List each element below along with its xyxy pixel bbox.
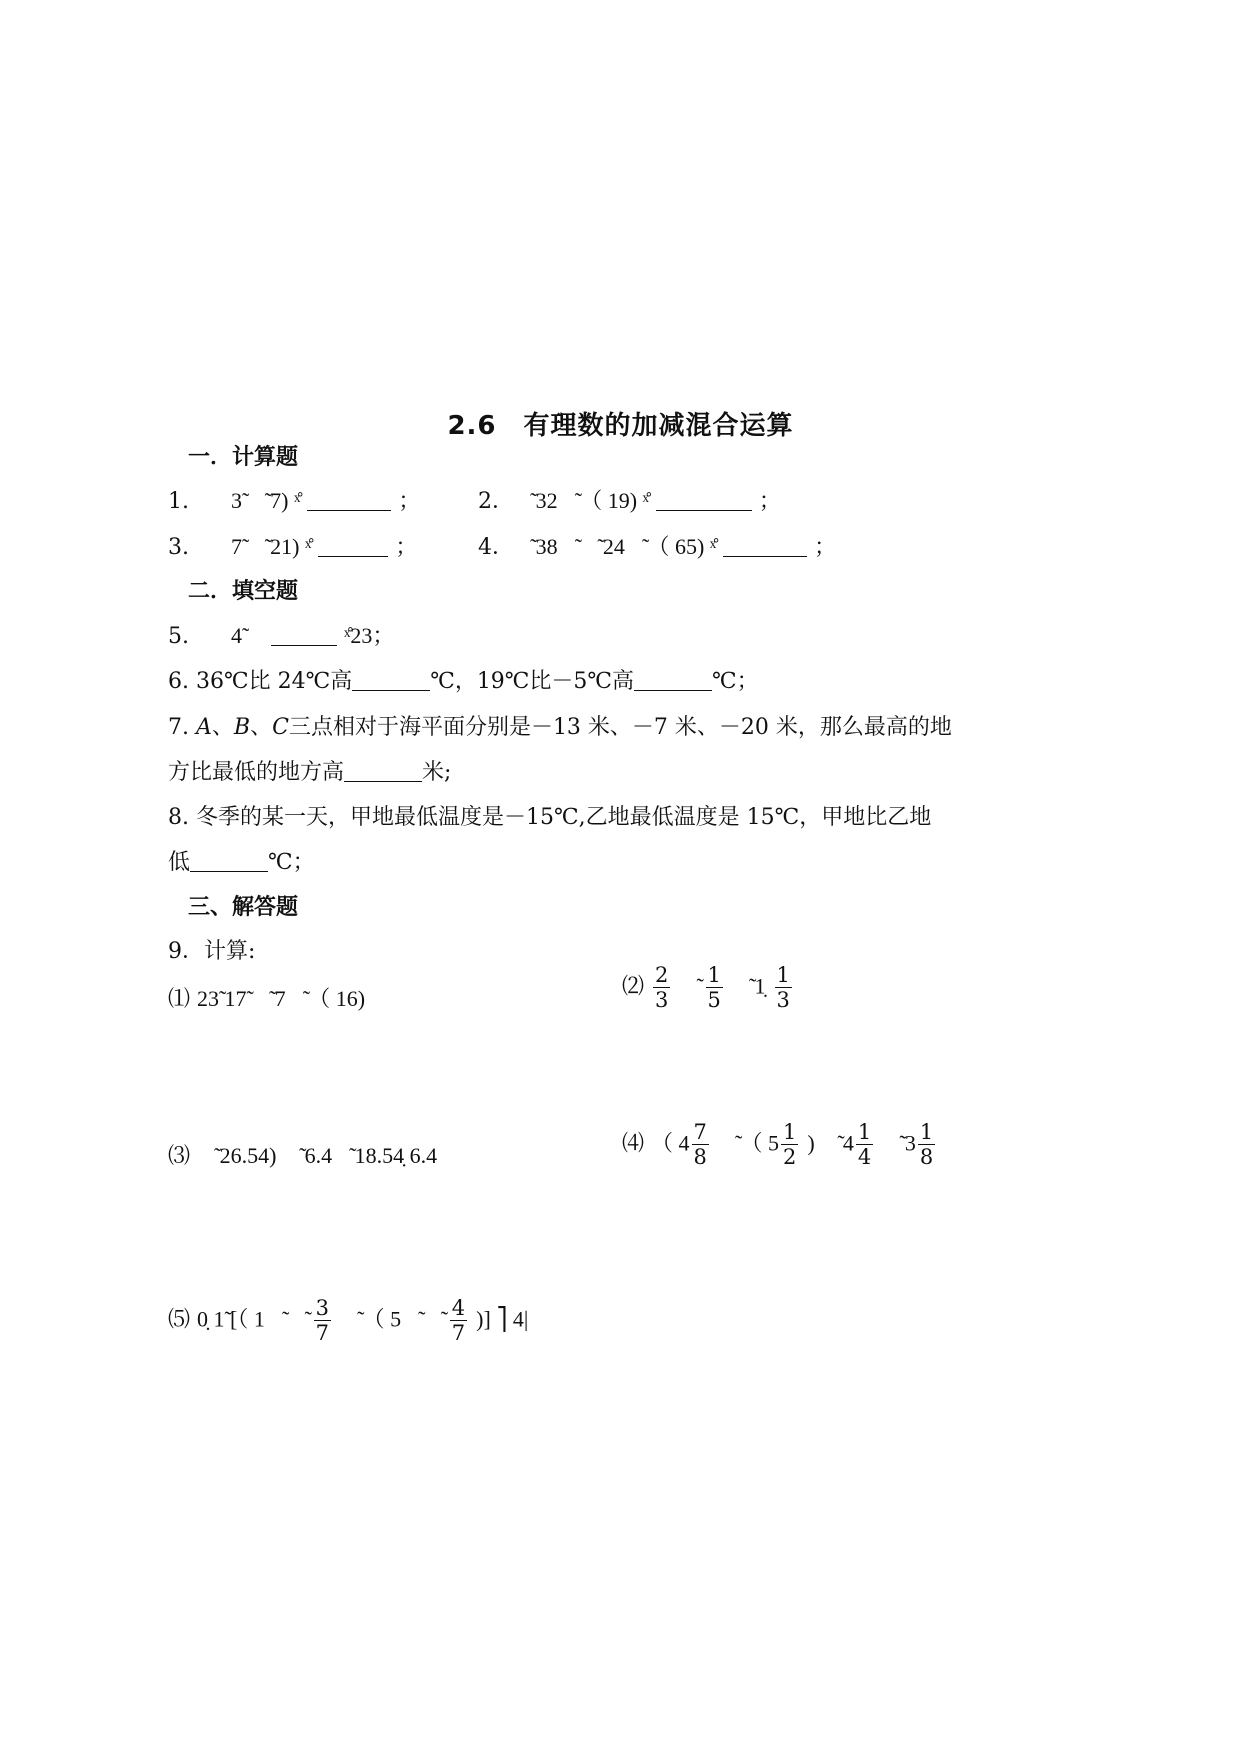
punctuation: ； xyxy=(395,535,418,560)
answer-blank[interactable] xyxy=(656,490,752,511)
expression: （̃ 32）̃ （ 19) ˣ̊ xyxy=(513,488,649,513)
fraction: $\frac{3}{7}$ xyxy=(315,1296,329,1345)
punctuation: ； xyxy=(398,489,421,514)
fraction: $\frac{1}{4}$ xyxy=(857,1120,872,1169)
expression-end: ˣ̊23； xyxy=(344,623,395,648)
punctuation: ； xyxy=(758,489,781,514)
expression: 23̃ 17̃ （̃ 7）̃ （ 16) xyxy=(197,986,366,1011)
question-1 xyxy=(168,484,420,515)
question-7-line-2 xyxy=(168,755,451,786)
question-number: 2． xyxy=(478,489,514,514)
question-text: 米; xyxy=(422,760,452,785)
question-number: 3. xyxy=(168,535,189,560)
expression-part: ）̃ 1̣ xyxy=(731,973,766,999)
question-3 xyxy=(168,530,417,561)
question-number: 4． xyxy=(478,535,514,560)
part-label: ⑸ xyxy=(168,1307,191,1333)
fraction: $\frac{4}{7}$ xyxy=(451,1296,466,1345)
expression: 7̃ （̃ 21) ˣ̊ xyxy=(231,534,312,559)
expression-part: ）̃ （ 5）̃ （̃ xyxy=(339,1306,441,1332)
question-7-line-1: 7. A、B、C三点相对于海平面分别是－13 米、－7 米、－20 米，那么最高的地 xyxy=(168,715,952,740)
question-number: 1. xyxy=(168,489,189,514)
question-5 xyxy=(168,619,394,650)
expression: 3̃ （̃ 7) ˣ̊ xyxy=(231,488,301,513)
point-label: C xyxy=(272,715,289,740)
section-heading-solve: 三、解答题 xyxy=(188,895,299,920)
question-2 xyxy=(478,484,781,515)
fraction: $\frac{1}{3}$ xyxy=(776,963,790,1012)
expression-part: )] ⎤ 4| xyxy=(476,1306,529,1332)
question-number: 5. xyxy=(168,624,189,649)
point-label: B xyxy=(233,715,251,740)
question-8-line-1 xyxy=(168,800,931,831)
question-8-line-2 xyxy=(168,845,315,876)
question-9-part-5 xyxy=(168,1296,528,1345)
part-label: ⑷ xyxy=(622,1131,645,1157)
expression-part: （ 4 xyxy=(651,1130,690,1156)
fraction: $\frac{2}{3}$ xyxy=(655,963,669,1012)
question-6 xyxy=(168,664,759,695)
expression-part: 0̣ 1̃ [（ 1）̃ （̃ xyxy=(197,1306,305,1332)
part-label: ⑶ xyxy=(168,1144,191,1169)
punctuation: ； xyxy=(814,535,837,560)
question-text: ℃； xyxy=(712,669,759,694)
question-text: 三点相对于海平面分别是－13 米、－7 米、－20 米，那么最高的地 xyxy=(288,715,952,740)
question-text: ℃； xyxy=(268,850,315,875)
expression: （̃ 38）̃ （̃ 24）̃ （ 65) ˣ̊ xyxy=(513,534,717,559)
fraction: $\frac{7}{8}$ xyxy=(693,1120,707,1169)
question-number: 8. xyxy=(168,805,189,830)
question-text: 36℃比 24℃高 xyxy=(196,669,353,694)
question-4 xyxy=(478,530,836,561)
expression-part: （̃ xyxy=(679,973,697,999)
question-text: 冬季的某一天，甲地最低温度是－15℃,乙地最低温度是 15℃，甲地比乙地 xyxy=(196,805,932,830)
expression-part: ）̃ 3 xyxy=(882,1130,916,1156)
fraction: $\frac{1}{8}$ xyxy=(919,1120,934,1169)
part-label: ⑴ xyxy=(168,987,191,1012)
answer-blank[interactable] xyxy=(344,761,422,782)
expression: （̃ 26.54) （̃ 6.4）̃ 18.54̣ 6.4 xyxy=(197,1143,438,1168)
page-title: 2.6 有理数的加减混合运算 xyxy=(447,411,794,441)
question-9-part-4 xyxy=(622,1120,937,1169)
question-text: 方比最低的地方高 xyxy=(168,760,345,785)
section-heading-calculation: 一．计算题 xyxy=(188,445,299,470)
expression-part: ) （̃ 4 xyxy=(807,1130,854,1156)
answer-blank[interactable] xyxy=(190,851,268,872)
answer-blank[interactable] xyxy=(318,536,388,557)
answer-blank[interactable] xyxy=(352,670,430,691)
section-heading-fill-blank: 二．填空题 xyxy=(188,579,299,604)
fraction: $\frac{1}{5}$ xyxy=(707,963,721,1012)
question-text: ℃，19℃比－5℃高 xyxy=(430,669,635,694)
answer-blank[interactable] xyxy=(634,670,712,691)
question-9-label: 9．计算: xyxy=(168,939,256,964)
question-number: 7. xyxy=(168,715,189,740)
part-label: ⑵ xyxy=(622,974,645,1000)
question-text: 低 xyxy=(168,850,191,875)
question-9-part-3 xyxy=(168,1139,437,1170)
answer-blank[interactable] xyxy=(307,490,391,511)
question-9-part-2 xyxy=(622,963,794,1012)
answer-blank[interactable] xyxy=(723,536,807,557)
fraction: $\frac{1}{2}$ xyxy=(783,1120,797,1169)
expression-start: 4̃ xyxy=(231,623,242,648)
answer-blank[interactable] xyxy=(271,625,337,646)
expression-part: ）̃ （ 5 xyxy=(717,1130,780,1156)
question-number: 6. xyxy=(168,669,189,694)
question-9-part-1 xyxy=(168,982,365,1013)
point-label: A xyxy=(196,715,212,740)
